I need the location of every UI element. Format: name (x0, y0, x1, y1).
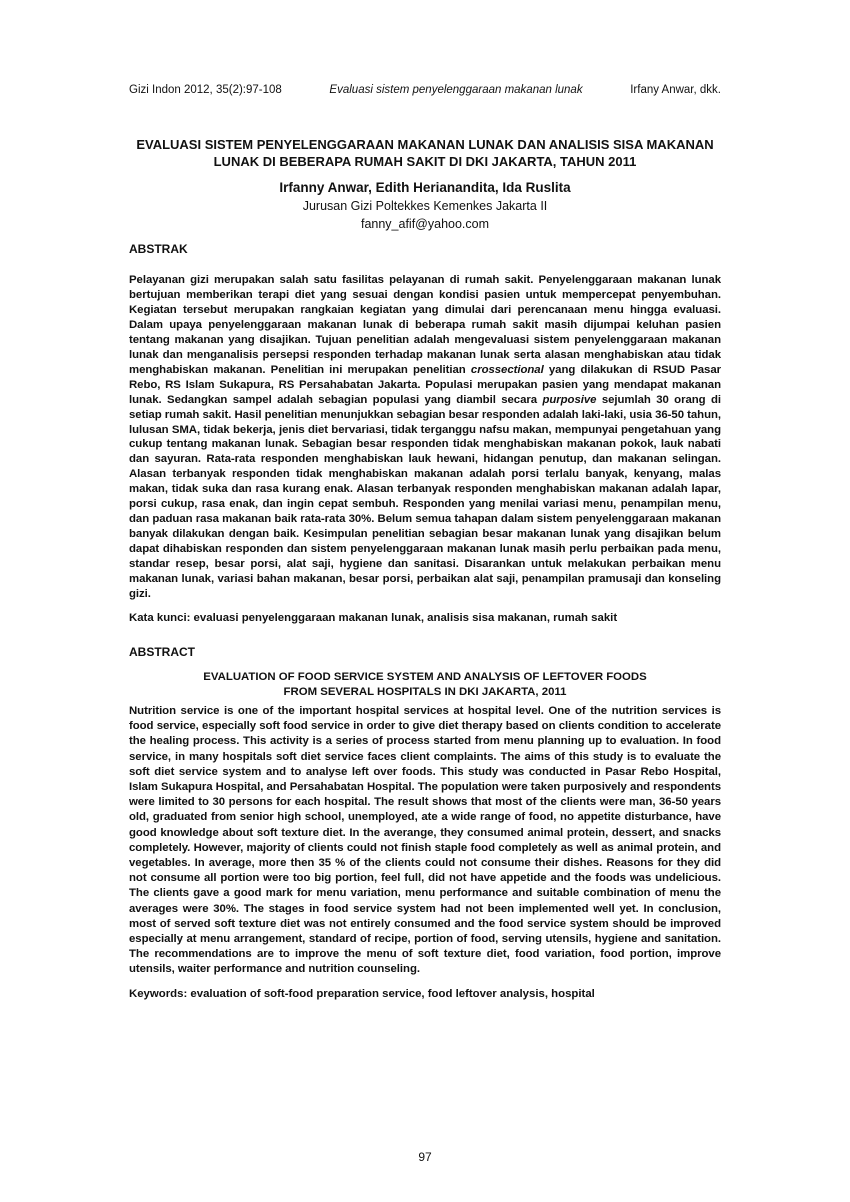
abstrak-italic-crossectional: crossectional (470, 363, 544, 376)
english-title (129, 670, 721, 700)
author-list: Irfanny Anwar, Edith Herianandita, Ida Ruslita (279, 180, 571, 195)
kata-kunci: Kata kunci: evaluasi penyelenggaraan makanan lunak, analisis sisa makanan, rumah sakit (129, 611, 618, 624)
running-title: Evaluasi sistem penyelenggaraan makanan lunak (329, 84, 583, 96)
journal-citation: Gizi Indon 2012, 35(2):97-108 (129, 84, 282, 96)
page-number: 97 (418, 1150, 432, 1164)
keywords: Keywords: evaluation of soft-food preparation service, food leftover analysis, hospital (129, 987, 595, 1000)
english-title-line-2: FROM SEVERAL HOSPITALS IN DKI JAKARTA, 2011 (283, 685, 567, 698)
abstrak-paragraph (129, 273, 721, 602)
abstrak-heading: ABSTRAK (129, 242, 188, 256)
abstrak-part-2: yang dilakukan di RSUD Pasar Rebo, RS Islam Sukapura, RS Persahabatan Jakarta. Populasi merupakan pasien yang mendapat makanan lunak. Sedangkan sampel adalah sebagian populasi yang diambil secara (129, 363, 722, 406)
author-email: fanny_afif@yahoo.com (360, 217, 490, 231)
abstrak-italic-purposive: purposive (542, 393, 597, 406)
abstrak-part-3: sejumlah 30 orang di setiap rumah sakit. Hasil penelitian menunjukkan sebagian besar responden adalah laki-laki, usia 36-50 tahun, lulusan SMA, tidak bekerja, jenis diet bervariasi, tidak terganggu nafsu makan, mempunyai pengetahuan yang cukup tentang makanan lunak. Sebagian besar responden tidak menghabiskan makanan pokok, lauk nabati dan sayuran. Rata-rata responden menghabiskan lauk hewani, hidangan penutup, dan makanan selingan. Alasan terbanyak responden tidak menghabiskan makanan adalah porsi terlalu banyak, kenyang, malas makan, tidak suka dan rasa kurang enak. Alasan terbanyak responden menghabiskan makanan adalah lapar, porsi cukup, rasa enak, dan ingin cepat sembuh. Responden yang menilai variasi menu, penampilan menu, dan paduan rasa makanan baik rata-rata 30%. Belum semua tahapan dalam sistem penyelenggaraan makanan banyak dilakukan dengan baik. Kesimpulan penelitian sebagian besar makanan lunak yang disajikan belum dapat dihabiskan responden dan sistem penyelenggaraan makanan lunak masih perlu perbaikan pada menu, standar resep, besar porsi, alat saji, hygiene dan sanitasi. Disarankan untuk melakukan perbaikan menu makanan lunak, variasi bahan makanan, besar porsi, perbaikan alat saji, penampilan pramusaji dan konseling gizi. (129, 393, 721, 601)
running-header (129, 84, 721, 96)
abstract-paragraph: Nutrition service is one of the important hospital services at hospital level. One of the nutrition services is food service, especially soft food service in order to give diet therapy based on clients condition to accelerate the healing process. This activity is a series of process started from menu planning up to evaluation. In food service, in many hospitals soft diet service faces client complaints. The aims of this study is to evaluate the soft diet service system and to analyse left over foods. This study was conducted in Pasar Rebo Hospital, Islam Sukapura Hospital, and Persahabatan Hospital. The population were taken purposively and respondents were limited to 30 persons for each hospital. The result shows that most of the clients were man, 36-50 years old, graduated from senior high school, unemployed, ate a wide range of food, no appetite disturbance, have good knowledge about soft texture diet. In the averange, they consumed animal protein, dessert, and snacks completely. However, majority of clients could not finish staple food completely as well as animal protein, and vegetables. In average, more then 35 % of the clients could not consume their dishes. Reasons for they did not consume all portion were too big portion, feel full, did not have appetide and the foods was undelicious. The clients gave a good mark for menu variation, menu performance and suitable combination of menu the averages were 30%. The stages in food service system had not been implemented well yet. In conclusion, most of served soft texture diet was not entirely consumed and the food service system should be improved especially at menu arrangement, standard of recipe, portion of food, serving utensils, hygiene and sanitation. The recommendations are to improve the menu of soft texture diet, food variation, food portion, improve utensils, waiter performance and nutrition counseling. (129, 704, 721, 976)
abstract-heading: ABSTRACT (129, 644, 195, 659)
article-body (129, 136, 721, 1002)
english-title-line-1: EVALUATION OF FOOD SERVICE SYSTEM AND ANALYSIS OF LEFTOVER FOODS (203, 670, 647, 683)
paper-title-line-1: EVALUASI SISTEM PENYELENGGARAAN MAKANAN LUNAK DAN ANALISIS SISA MAKANAN (136, 137, 714, 152)
paper-title-line-2: LUNAK DI BEBERAPA RUMAH SAKIT DI DKI JAKARTA, TAHUN 2011 (213, 154, 637, 169)
abstrak-part-1: Pelayanan gizi merupakan salah satu fasilitas pelayanan di rumah sakit. Penyelenggaraan makanan lunak bertujuan memberikan terapi diet yang sesuai dengan kondisi pasien untuk mempercepat penyembuhan. Kegiatan tersebut merupakan rangkaian kegiatan yang dimulai dari perencanaan menu hingga evaluasi. Dalam upaya penyelenggaraan makanan lunak di beberapa rumah sakit masih dijumpai keluhan pasien tentang makanan yang disajikan. Tujuan penelitian adalah mengevaluasi sistem penyelenggaraan makanan lunak dan menganalisis persepsi responden terhadap makanan lunak serta alasan menghabiskan atau tidak menghabiskan makanan. Penelitian ini merupakan penelitian (129, 274, 721, 376)
paper-title (129, 136, 721, 170)
affiliation: Jurusan Gizi Poltekkes Kemenkes Jakarta II (302, 199, 548, 213)
running-authors: Irfany Anwar, dkk. (630, 84, 721, 96)
